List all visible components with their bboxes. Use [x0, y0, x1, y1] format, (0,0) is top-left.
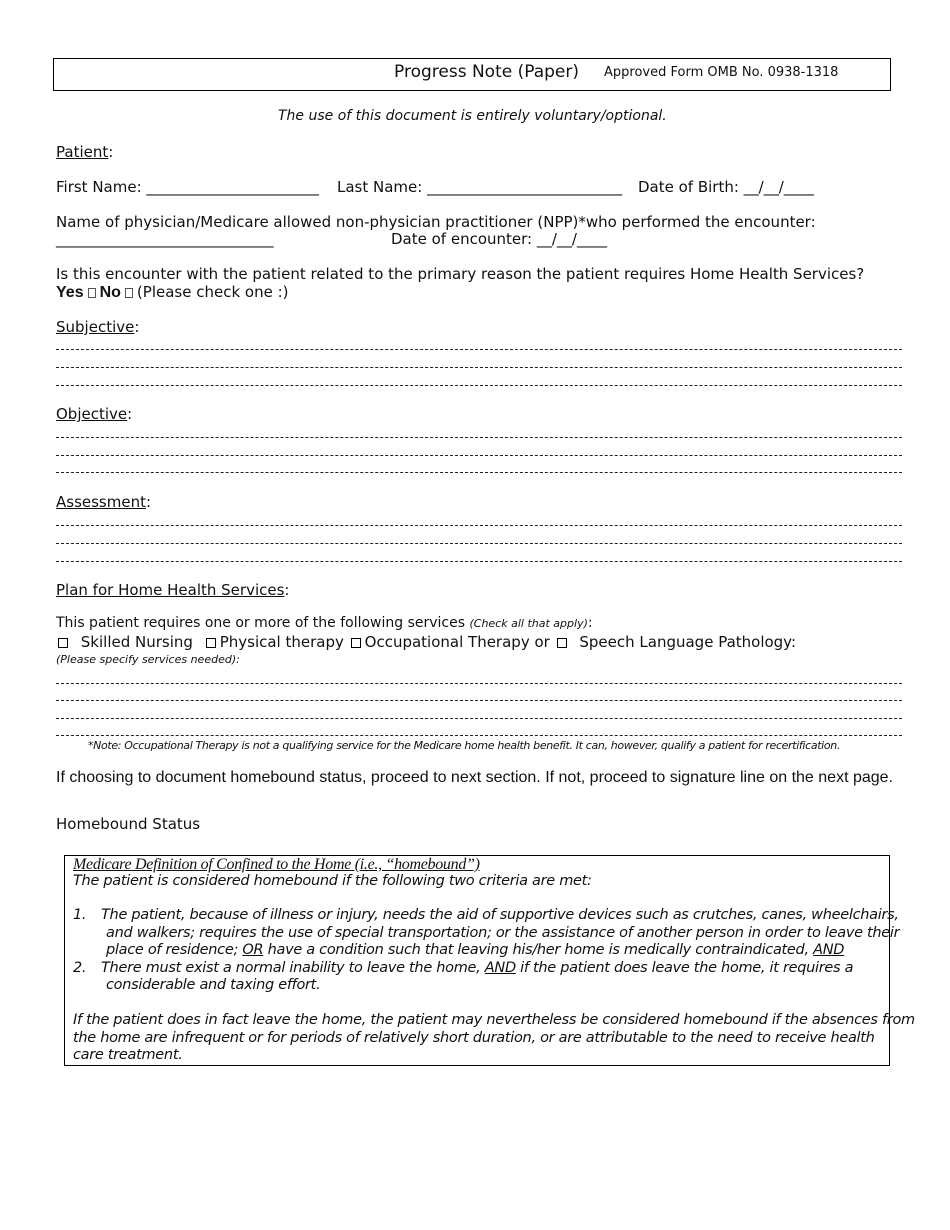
subjective-line[interactable]	[56, 367, 902, 368]
services-intro-note: (Check all that apply)	[469, 617, 588, 630]
objective-line[interactable]	[56, 437, 902, 438]
patient-colon: :	[108, 143, 114, 161]
patient-heading	[56, 143, 113, 161]
services-line[interactable]	[56, 718, 902, 719]
plan-label: Plan for Home Health Services	[56, 581, 285, 599]
encounter-date-field[interactable]: Date of encounter: __/__/____	[391, 230, 607, 248]
specify-services-note: (Please specify services needed):	[56, 653, 240, 666]
assessment-line[interactable]	[56, 543, 902, 544]
ot-footnote: *Note: Occupational Therapy is not a qualifying service for the Medicare home health benefit. It can, however, qualify a patient for recertification.	[88, 739, 841, 752]
assessment-label: Assessment	[56, 493, 146, 511]
or-emphasis: OR	[242, 942, 264, 958]
voluntary-note: The use of this document is entirely voluntary/optional.	[278, 108, 667, 124]
occupational-therapy-checkbox[interactable]	[351, 638, 361, 648]
objective-label: Objective	[56, 405, 128, 423]
skilled-nursing-label: Skilled Nursing	[80, 633, 193, 651]
criterion-2-number: 2.	[73, 960, 87, 976]
patient-label: Patient	[56, 143, 109, 161]
services-intro-colon: :	[587, 615, 593, 631]
subjective-colon: :	[134, 318, 140, 336]
definition-title: Medicare Definition of Confined to the Home (i.e., “homebound”)	[73, 856, 480, 873]
criterion-1-line: and walkers; requires the use of special transportation; or the assistance of another person in order to leave their	[106, 925, 900, 941]
services-line[interactable]	[56, 700, 902, 701]
homebound-instruction: If choosing to document homebound status, proceed to next section. If not, proceed to signature line on the next page.	[56, 769, 893, 786]
no-checkbox[interactable]	[125, 288, 133, 298]
criterion-2-text: if the patient does leave the home, it requires a	[520, 960, 854, 976]
objective-line[interactable]	[56, 455, 902, 456]
criterion-1-text: place of residence;	[106, 942, 239, 958]
encounter-answer-row	[56, 283, 289, 302]
criteria-intro: The patient is considered homebound if the following two criteria are met:	[73, 873, 592, 889]
yes-label: Yes	[56, 284, 84, 301]
services-line[interactable]	[56, 683, 902, 684]
plan-heading	[56, 581, 289, 599]
physician-question: Name of physician/Medicare allowed non-physician practitioner (NPP)*who performed the encounter:	[56, 213, 816, 231]
services-intro-row	[56, 615, 593, 631]
criterion-1-text: have a condition such that leaving his/her home is medically contraindicated,	[267, 942, 809, 958]
and-emphasis: AND	[813, 942, 845, 958]
occupational-therapy-label: Occupational Therapy or	[364, 633, 550, 651]
last-name-field[interactable]: Last Name: __________________________	[337, 178, 623, 196]
form-title: Progress Note (Paper)	[394, 62, 580, 82]
skilled-nursing-checkbox[interactable]	[58, 638, 68, 648]
objective-line[interactable]	[56, 472, 902, 473]
services-line[interactable]	[56, 735, 902, 736]
physical-therapy-label: Physical therapy	[219, 633, 344, 651]
assessment-line[interactable]	[56, 525, 902, 526]
criterion-2-line: considerable and taxing effort.	[106, 977, 321, 993]
criterion-1-line	[106, 942, 844, 958]
dob-field[interactable]: Date of Birth: __/__/____	[638, 178, 814, 196]
subjective-heading	[56, 318, 139, 336]
absence-paragraph-line: If the patient does in fact leave the home, the patient may nevertheless be considered homebound if the absences from	[73, 1012, 915, 1028]
check-one-instruction: (Please check one :)	[136, 283, 289, 301]
assessment-heading	[56, 493, 151, 511]
homebound-heading: Homebound Status	[56, 815, 201, 833]
no-label: No	[99, 284, 121, 301]
objective-colon: :	[127, 405, 133, 423]
services-options-row	[56, 633, 796, 651]
subjective-line[interactable]	[56, 349, 902, 350]
omb-number: Approved Form OMB No. 0938-1318	[604, 65, 839, 80]
speech-language-label: Speech Language Pathology:	[579, 633, 797, 651]
criterion-1-number: 1.	[73, 907, 87, 923]
criterion-1-line: The patient, because of illness or injury, needs the aid of supportive devices such as crutches, canes, wheelchairs,	[101, 907, 899, 923]
assessment-line[interactable]	[56, 561, 902, 562]
absence-paragraph-line: care treatment.	[73, 1047, 183, 1063]
absence-paragraph-line: the home are infrequent or for periods of relatively short duration, or are attributable to the need to receive health	[73, 1030, 875, 1046]
criterion-2-text: There must exist a normal inability to leave the home,	[101, 960, 481, 976]
physical-therapy-checkbox[interactable]	[206, 638, 216, 648]
criterion-2-line	[101, 960, 853, 976]
objective-heading	[56, 405, 132, 423]
physician-name-field[interactable]: _____________________________	[56, 230, 274, 248]
encounter-question: Is this encounter with the patient related to the primary reason the patient requires Home Health Services?	[56, 265, 865, 283]
first-name-field[interactable]: First Name: _______________________	[56, 178, 319, 196]
form-title-box	[53, 58, 891, 91]
services-intro: This patient requires one or more of the following services	[56, 615, 466, 631]
and-emphasis: AND	[484, 960, 516, 976]
speech-language-checkbox[interactable]	[557, 638, 567, 648]
subjective-label: Subjective	[56, 318, 135, 336]
subjective-line[interactable]	[56, 385, 902, 386]
plan-colon: :	[284, 581, 290, 599]
yes-checkbox[interactable]	[88, 288, 96, 298]
assessment-colon: :	[145, 493, 152, 511]
